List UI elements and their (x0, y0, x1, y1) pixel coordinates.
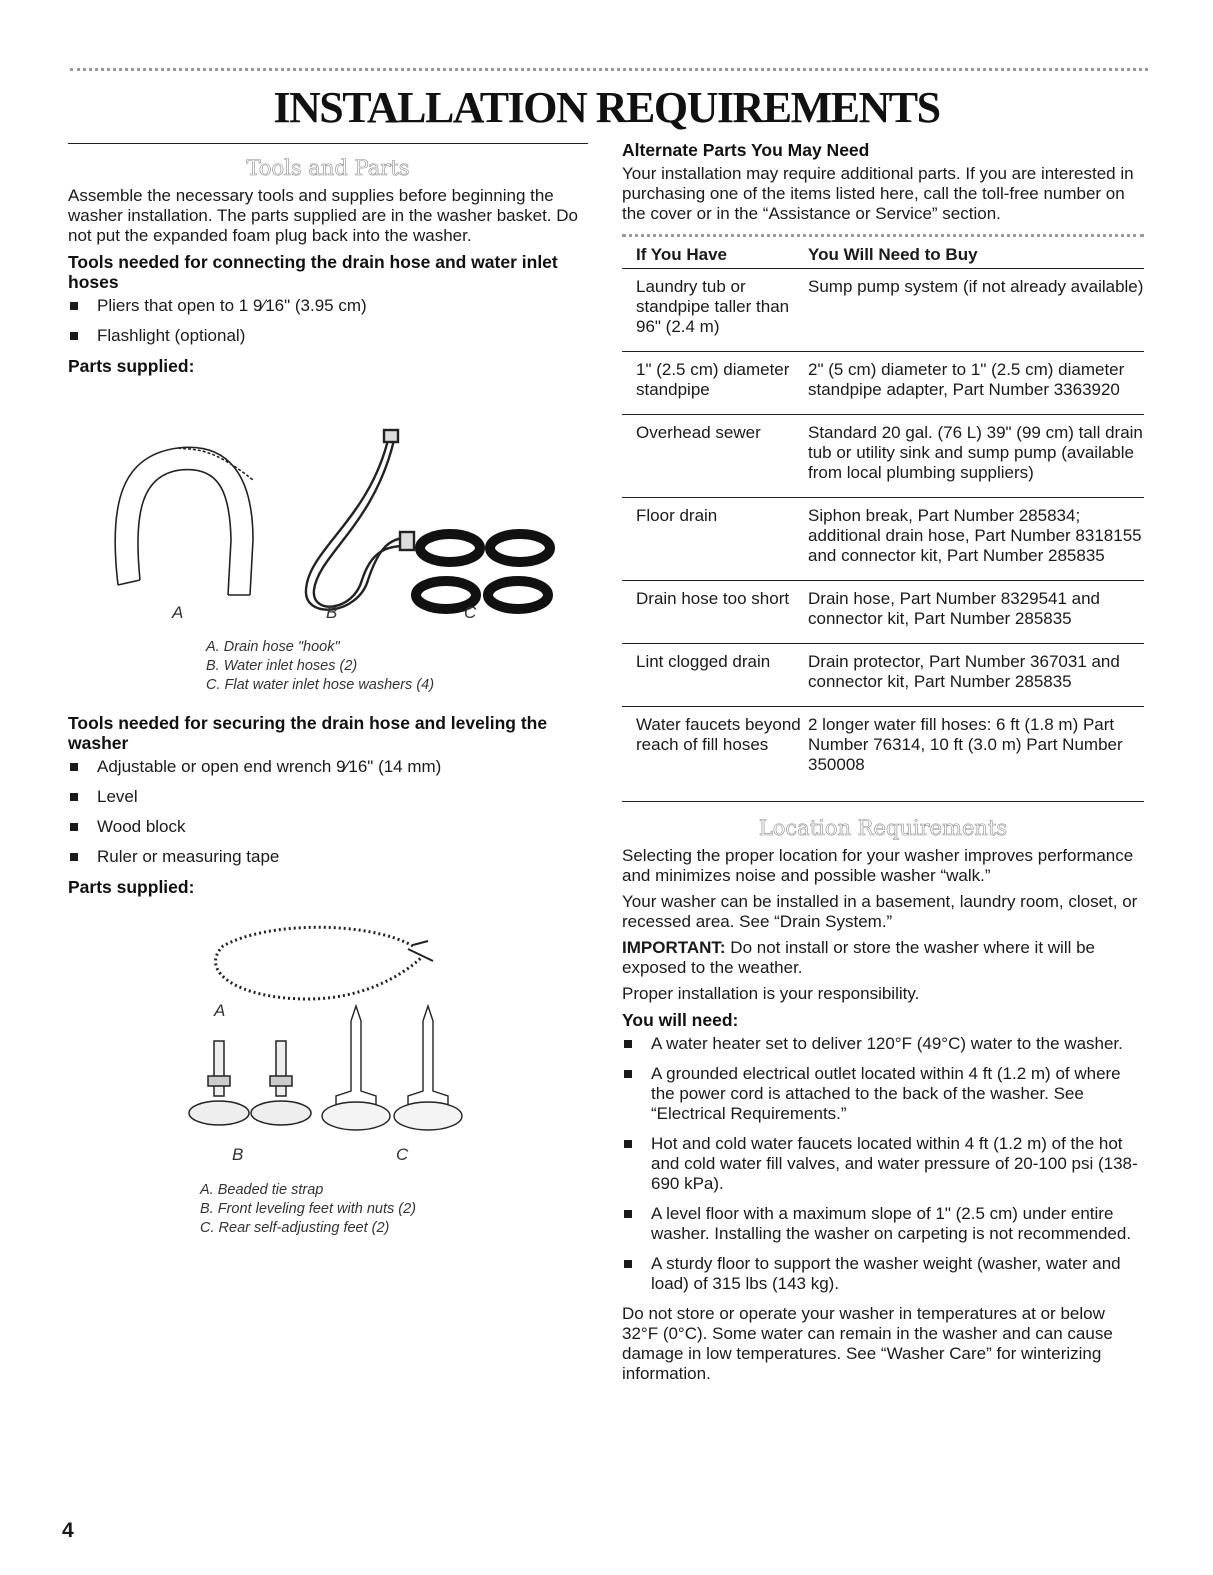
list-item: A water heater set to deliver 120°F (49°C) water to the washer. (622, 1034, 1144, 1054)
table-row (622, 580, 1144, 643)
column-header-have: If You Have (636, 245, 728, 264)
closing-paragraph: Do not store or operate your washer in temperatures at or below 32°F (0°C). Some water can remain in the washer and can cause damage in low temperatures. See “Washer Care” for winterizing information. (622, 1304, 1113, 1383)
table-cell-buy: Sump pump system (if not already available) (808, 277, 1144, 296)
figure-letter-a: A (172, 603, 184, 622)
list-item: Ruler or measuring tape (68, 847, 588, 867)
alternate-parts-intro: Your installation may require additional parts. If you are interested in purchasing one of the items listed here, call the toll-free number on the cover or in the “Assistance or Service” section. (622, 164, 1134, 223)
drain-hose-hook-drawing (115, 447, 253, 595)
location-section-heading: Location Requirements (758, 816, 1008, 840)
table-row (622, 351, 1144, 414)
feet-illustration (68, 901, 588, 1173)
table-cell-buy: Standard 20 gal. (76 L) 39" (99 cm) tall drain tub or utility sink and sump pump (available from local plumbing suppliers) (808, 423, 1143, 482)
list-item: A level floor with a maximum slope of 1" (2.5 cm) under entire washer. Installing the washer on carpeting is not recommended. (622, 1204, 1144, 1244)
alternate-parts-section (622, 136, 1144, 1390)
front-leveling-feet-drawing (189, 1041, 311, 1125)
you-will-need-label: You will need: (622, 1010, 739, 1030)
table-cell-buy: 2" (5 cm) diameter to 1" (2.5 cm) diameter standpipe adapter, Part Number 3363920 (808, 360, 1125, 399)
figure-letter-c: C (464, 603, 477, 622)
important-label: IMPORTANT: (622, 938, 726, 957)
section-rule (68, 143, 588, 144)
table-cell-have: 1" (2.5 cm) diameter standpipe (636, 360, 790, 399)
tools-group2-list (68, 757, 588, 867)
figure-letter-a: A (214, 1001, 226, 1020)
list-item: Hot and cold water faucets located within 4 ft (1.2 m) of the hot and cold water fill valves, and water pressure of 20-100 psi (138-690 kPa). (622, 1134, 1144, 1194)
table-row (622, 268, 1144, 351)
important-text: Do not install or store the washer where it will be exposed to the weather. (622, 938, 1096, 977)
table-bottom-rule (622, 801, 1144, 802)
table-cell-buy: 2 longer water fill hoses: 6 ft (1.8 m) Part Number 76314, 10 ft (3.0 m) Part Number 350008 (808, 715, 1123, 774)
table-row (622, 497, 1144, 580)
tools-section-heading: Tools and Parts (246, 156, 410, 180)
list-item: Wood block (68, 817, 588, 837)
table-cell-have: Laundry tub or standpipe taller than 96" (2.4 m) (636, 277, 790, 336)
table-cell-buy: Drain hose, Part Number 8329541 and connector kit, Part Number 285835 (808, 589, 1101, 628)
tools-group1-list (68, 296, 588, 346)
column-header-buy: You Will Need to Buy (808, 245, 978, 264)
list-item: Level (68, 787, 588, 807)
caption: B. Water inlet hoses (2) (206, 658, 358, 674)
figure-letter-c: C (396, 1145, 409, 1164)
flat-washers-drawing (416, 534, 550, 609)
figure-letter-b: B (232, 1145, 244, 1164)
beaded-tie-strap-drawing (216, 927, 433, 999)
table-cell-have: Overhead sewer (636, 423, 761, 442)
table-cell-have: Drain hose too short (636, 589, 790, 608)
parts-supplied-label-1: Parts supplied: (68, 356, 195, 376)
list-item: Pliers that open to 1 9⁄16" (3.95 cm) (68, 296, 588, 316)
table-row (622, 643, 1144, 706)
hoses-illustration (68, 380, 588, 630)
feet-figure-captions (200, 1181, 588, 1238)
list-item: A sturdy floor to support the washer weight (washer, water and load) of 315 lbs (143 kg). (622, 1254, 1144, 1294)
feet-figure (68, 901, 588, 1173)
caption: B. Front leveling feet with nuts (2) (200, 1201, 416, 1217)
parts-table (622, 234, 1144, 802)
figure-letter-b: B (326, 603, 338, 622)
tools-group1-subhead: Tools needed for connecting the drain hose and water inlet hoses (68, 252, 558, 292)
page-number: 4 (62, 1519, 74, 1542)
rear-self-adjusting-feet-drawing (322, 1006, 462, 1130)
list-item: Adjustable or open end wrench 9⁄16" (14 mm) (68, 757, 588, 777)
table-cell-buy: Siphon break, Part Number 285834; additional drain hose, Part Number 8318155 and connector kit, Part Number 285835 (808, 506, 1142, 565)
hoses-figure (68, 380, 588, 630)
table-cell-have: Lint clogged drain (636, 652, 771, 671)
hoses-figure-captions (206, 638, 588, 695)
table-row (622, 706, 1144, 801)
caption: C. Rear self-adjusting feet (2) (200, 1220, 390, 1236)
tools-and-parts-section (68, 143, 588, 1238)
caption: A. Beaded tie strap (200, 1182, 324, 1198)
location-paragraph: Your washer can be installed in a basement, laundry room, closet, or recessed area. See “Drain System.” (622, 892, 1138, 931)
location-paragraph: Selecting the proper location for your washer improves performance and minimizes noise and possible washer “walk.” (622, 846, 1134, 885)
caption: C. Flat water inlet hose washers (4) (206, 677, 435, 693)
table-cell-have: Water faucets beyond reach of fill hoses (636, 715, 801, 754)
table-header-row (622, 234, 1144, 268)
page-title: INSTALLATION REQUIREMENTS (273, 83, 940, 132)
table-cell-buy: Drain protector, Part Number 367031 and connector kit, Part Number 285835 (808, 652, 1120, 691)
tools-intro: Assemble the necessary tools and supplies before beginning the washer installation. The parts supplied are in the washer basket. Do not put the expanded foam plug back into the washer. (68, 186, 578, 245)
alternate-parts-subhead: Alternate Parts You May Need (622, 140, 870, 160)
top-dotted-rule (70, 68, 1148, 71)
tools-group2-subhead: Tools needed for securing the drain hose and leveling the washer (68, 713, 548, 753)
location-requirements-section (622, 816, 1144, 1384)
parts-supplied-label-2: Parts supplied: (68, 877, 195, 897)
needs-list (622, 1034, 1144, 1294)
important-note (622, 938, 1144, 978)
water-inlet-hoses-drawing (306, 430, 414, 610)
list-item: Flashlight (optional) (68, 326, 588, 346)
table-cell-have: Floor drain (636, 506, 718, 525)
list-item: A grounded electrical outlet located within 4 ft (1.2 m) of where the power cord is attached to the back of the washer. See “Electrical Requirements.” (622, 1064, 1144, 1124)
location-paragraph: Proper installation is your responsibility. (622, 984, 920, 1003)
table-row (622, 414, 1144, 497)
caption: A. Drain hose "hook" (206, 639, 340, 655)
